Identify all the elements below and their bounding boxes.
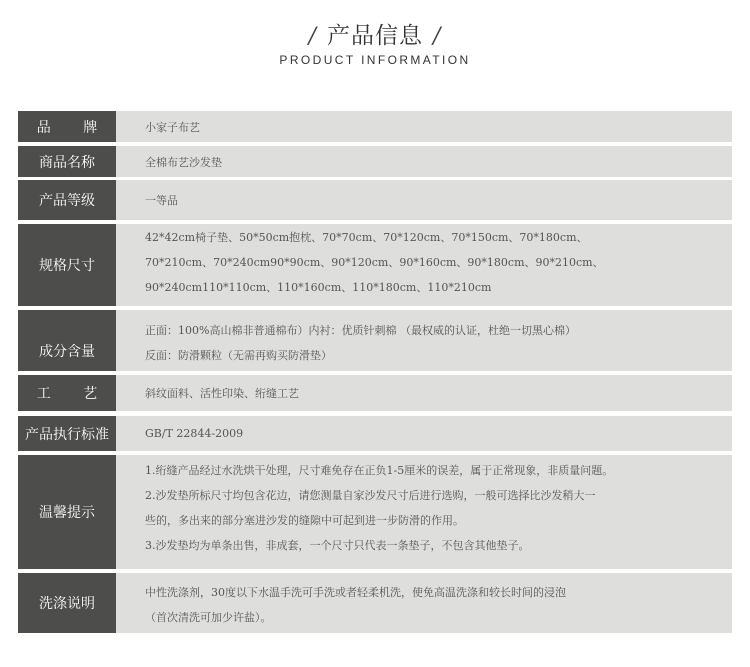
row-size xyxy=(18,224,732,306)
value-craft: 斜纹面料、活性印染、绗缝工艺 xyxy=(116,375,732,411)
row-standard xyxy=(18,416,732,451)
material-line-2: 反面：防滑颗粒（无需再购买防滑垫） xyxy=(145,349,332,362)
tips-line-2: 2.沙发垫所标尺寸均包含花边，请您测量自家沙发尺寸后进行选购，一般可选择比沙发稍大一 xyxy=(145,489,596,502)
material-line-1: 正面：100%高山棉非普通棉布）内衬：优质针刺棉 （最权威的认证，杜绝一切黑心棉） xyxy=(145,324,576,337)
row-material xyxy=(18,310,732,371)
label-tips: 温馨提示 xyxy=(18,455,116,569)
label-standard: 产品执行标准 xyxy=(18,416,116,451)
size-line-1: 42*42cm椅子垫、50*50cm抱枕、70*70cm、70*120cm、70*150cm、70*180cm、 xyxy=(145,231,588,244)
row-craft xyxy=(18,375,732,411)
value-material xyxy=(116,310,732,371)
row-washing xyxy=(18,573,732,633)
label-material: 成分含量 xyxy=(18,310,116,371)
value-brand: 小家子布艺 xyxy=(116,111,732,142)
page-subtitle: PRODUCT INFORMATION xyxy=(279,53,471,67)
tips-line-4: 3.沙发垫均为单条出售，非成套，一个尺寸只代表一条垫子，不包含其他垫子。 xyxy=(145,539,530,552)
value-tips xyxy=(116,455,732,569)
value-standard: GB/T 22844-2009 xyxy=(116,416,732,451)
washing-line-2: （首次清洗可加少许盐）。 xyxy=(145,611,272,624)
tips-line-1: 1.绗缝产品经过水洗烘干处理，尺寸难免存在正负1-5厘米的误差，属于正常现象，非质量问题。 xyxy=(145,464,614,477)
label-washing: 洗涤说明 xyxy=(18,573,116,633)
value-grade: 一等品 xyxy=(116,180,732,220)
row-tips xyxy=(18,455,732,569)
label-craft: 工 艺 xyxy=(18,375,116,411)
row-grade xyxy=(18,180,732,220)
title-slash-left: / xyxy=(308,24,317,49)
label-brand: 品 牌 xyxy=(18,111,116,142)
value-size xyxy=(116,224,732,306)
row-product-name xyxy=(18,146,732,177)
washing-line-1: 中性洗涤剂，30度以下水温手洗可手洗或者轻柔机洗，使免高温洗涤和较长时间的浸泡 xyxy=(145,586,566,599)
label-size: 规格尺寸 xyxy=(18,224,116,306)
page-title-text: 产品信息 xyxy=(327,23,423,49)
label-product-name: 商品名称 xyxy=(18,146,116,177)
tips-line-3: 些的，多出来的部分塞进沙发的缝隙中可起到进一步防滑的作用。 xyxy=(145,514,464,527)
title-slash-right: / xyxy=(433,24,442,49)
size-line-2: 70*210cm、70*240cm90*90cm、90*120cm、90*160cm、90*180cm、90*210cm、 xyxy=(145,256,604,269)
header xyxy=(0,0,750,100)
label-grade: 产品等级 xyxy=(18,180,116,220)
page-title xyxy=(0,17,750,50)
size-line-3: 90*240cm110*110cm、110*160cm、110*180cm、110*210cm xyxy=(145,281,492,294)
row-brand xyxy=(18,111,732,142)
value-washing xyxy=(116,573,732,633)
value-product-name: 全棉布艺沙发垫 xyxy=(116,146,732,177)
